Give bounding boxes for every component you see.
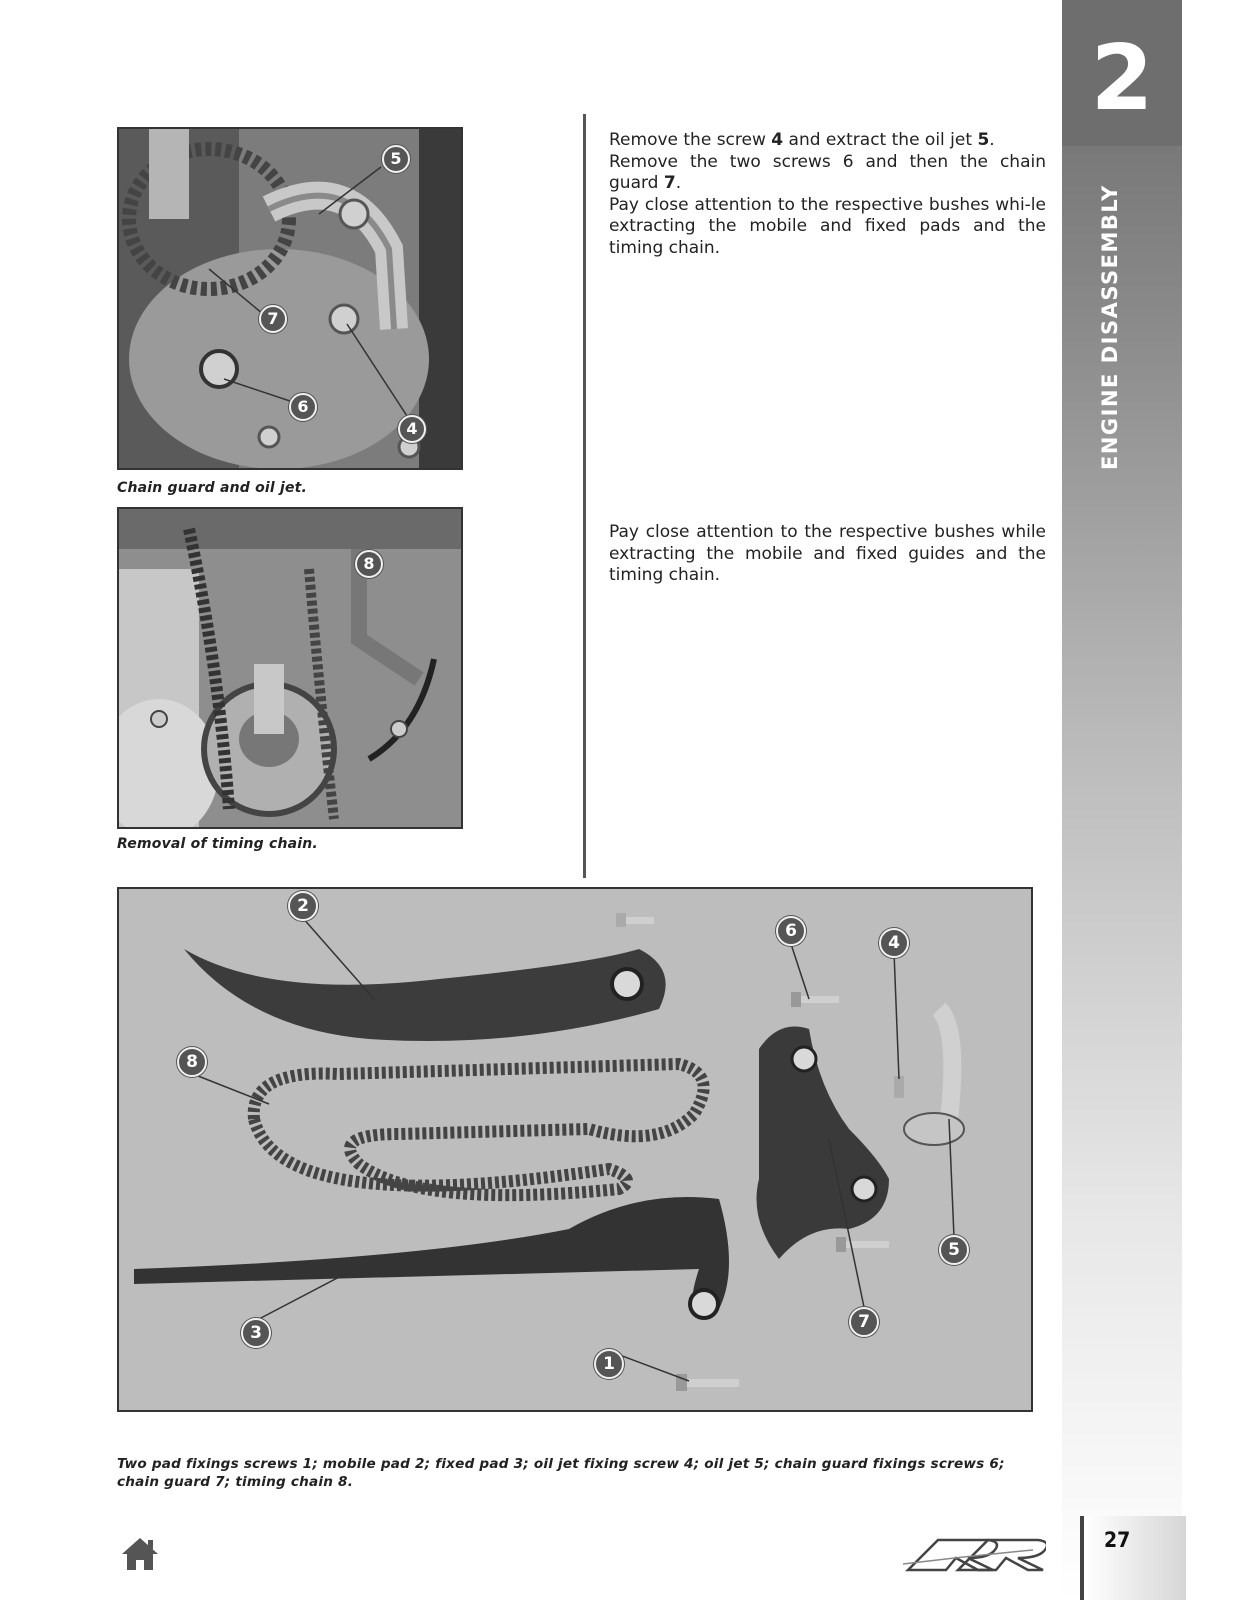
- instruction-line-2: Remove the two screws 6 and then the chain guard 7.: [609, 151, 1046, 193]
- caption-figure3-line1: Two pad fixings screws 1; mobile pad 2; fixed pad 3; oil jet fixing screw 4; oil jet 5; chain guard fixings screws 6;: [117, 1456, 1005, 1472]
- photo-chain-guard: [117, 127, 463, 470]
- chapter-band: [1062, 0, 1182, 1600]
- callout-3: 3: [241, 1318, 271, 1348]
- callout-4: 4: [879, 928, 909, 958]
- callout-8: 8: [355, 550, 383, 578]
- instruction-line-1: Remove the screw 4 and extract the oil jet 5.: [609, 130, 995, 150]
- instructions-text: [609, 130, 1046, 259]
- rr-logo-text: RR: [972, 1574, 974, 1575]
- photo-timing-chain: [117, 507, 463, 829]
- callout-5: 5: [382, 145, 410, 173]
- callout-7: 7: [259, 305, 287, 333]
- callout-2: 2: [288, 891, 318, 921]
- guides-note-text: Pay close attention to the respective bushes while extracting the mobile and fixed guides and the timing chain.: [609, 522, 1046, 585]
- rr-logo-icon: [898, 1536, 1046, 1576]
- callout-6: 6: [289, 393, 317, 421]
- callout-8: 8: [177, 1047, 207, 1077]
- caption-figure3-line2: chain guard 7; timing chain 8.: [117, 1474, 354, 1490]
- page-number: 27: [1104, 1528, 1131, 1552]
- caption-figure2: Removal of timing chain.: [117, 836, 318, 852]
- column-divider: [583, 114, 586, 878]
- caption-figure1: Chain guard and oil jet.: [117, 480, 308, 496]
- home-icon[interactable]: [120, 1536, 160, 1572]
- photo-exploded-parts: [117, 887, 1033, 1412]
- callout-1: 1: [594, 1349, 624, 1379]
- callout-7: 7: [849, 1307, 879, 1337]
- callout-6: 6: [776, 916, 806, 946]
- page-number-box: [1080, 1516, 1186, 1600]
- section-title: ENGINE DISASSEMBLY: [1098, 184, 1122, 470]
- callout-4: 4: [398, 415, 426, 443]
- chapter-number: 2: [1090, 26, 1154, 131]
- callout-5: 5: [939, 1235, 969, 1265]
- instruction-line-3: Pay close attention to the respective bushes whi-le extracting the mobile and fixed pads and the timing chain.: [609, 194, 1046, 258]
